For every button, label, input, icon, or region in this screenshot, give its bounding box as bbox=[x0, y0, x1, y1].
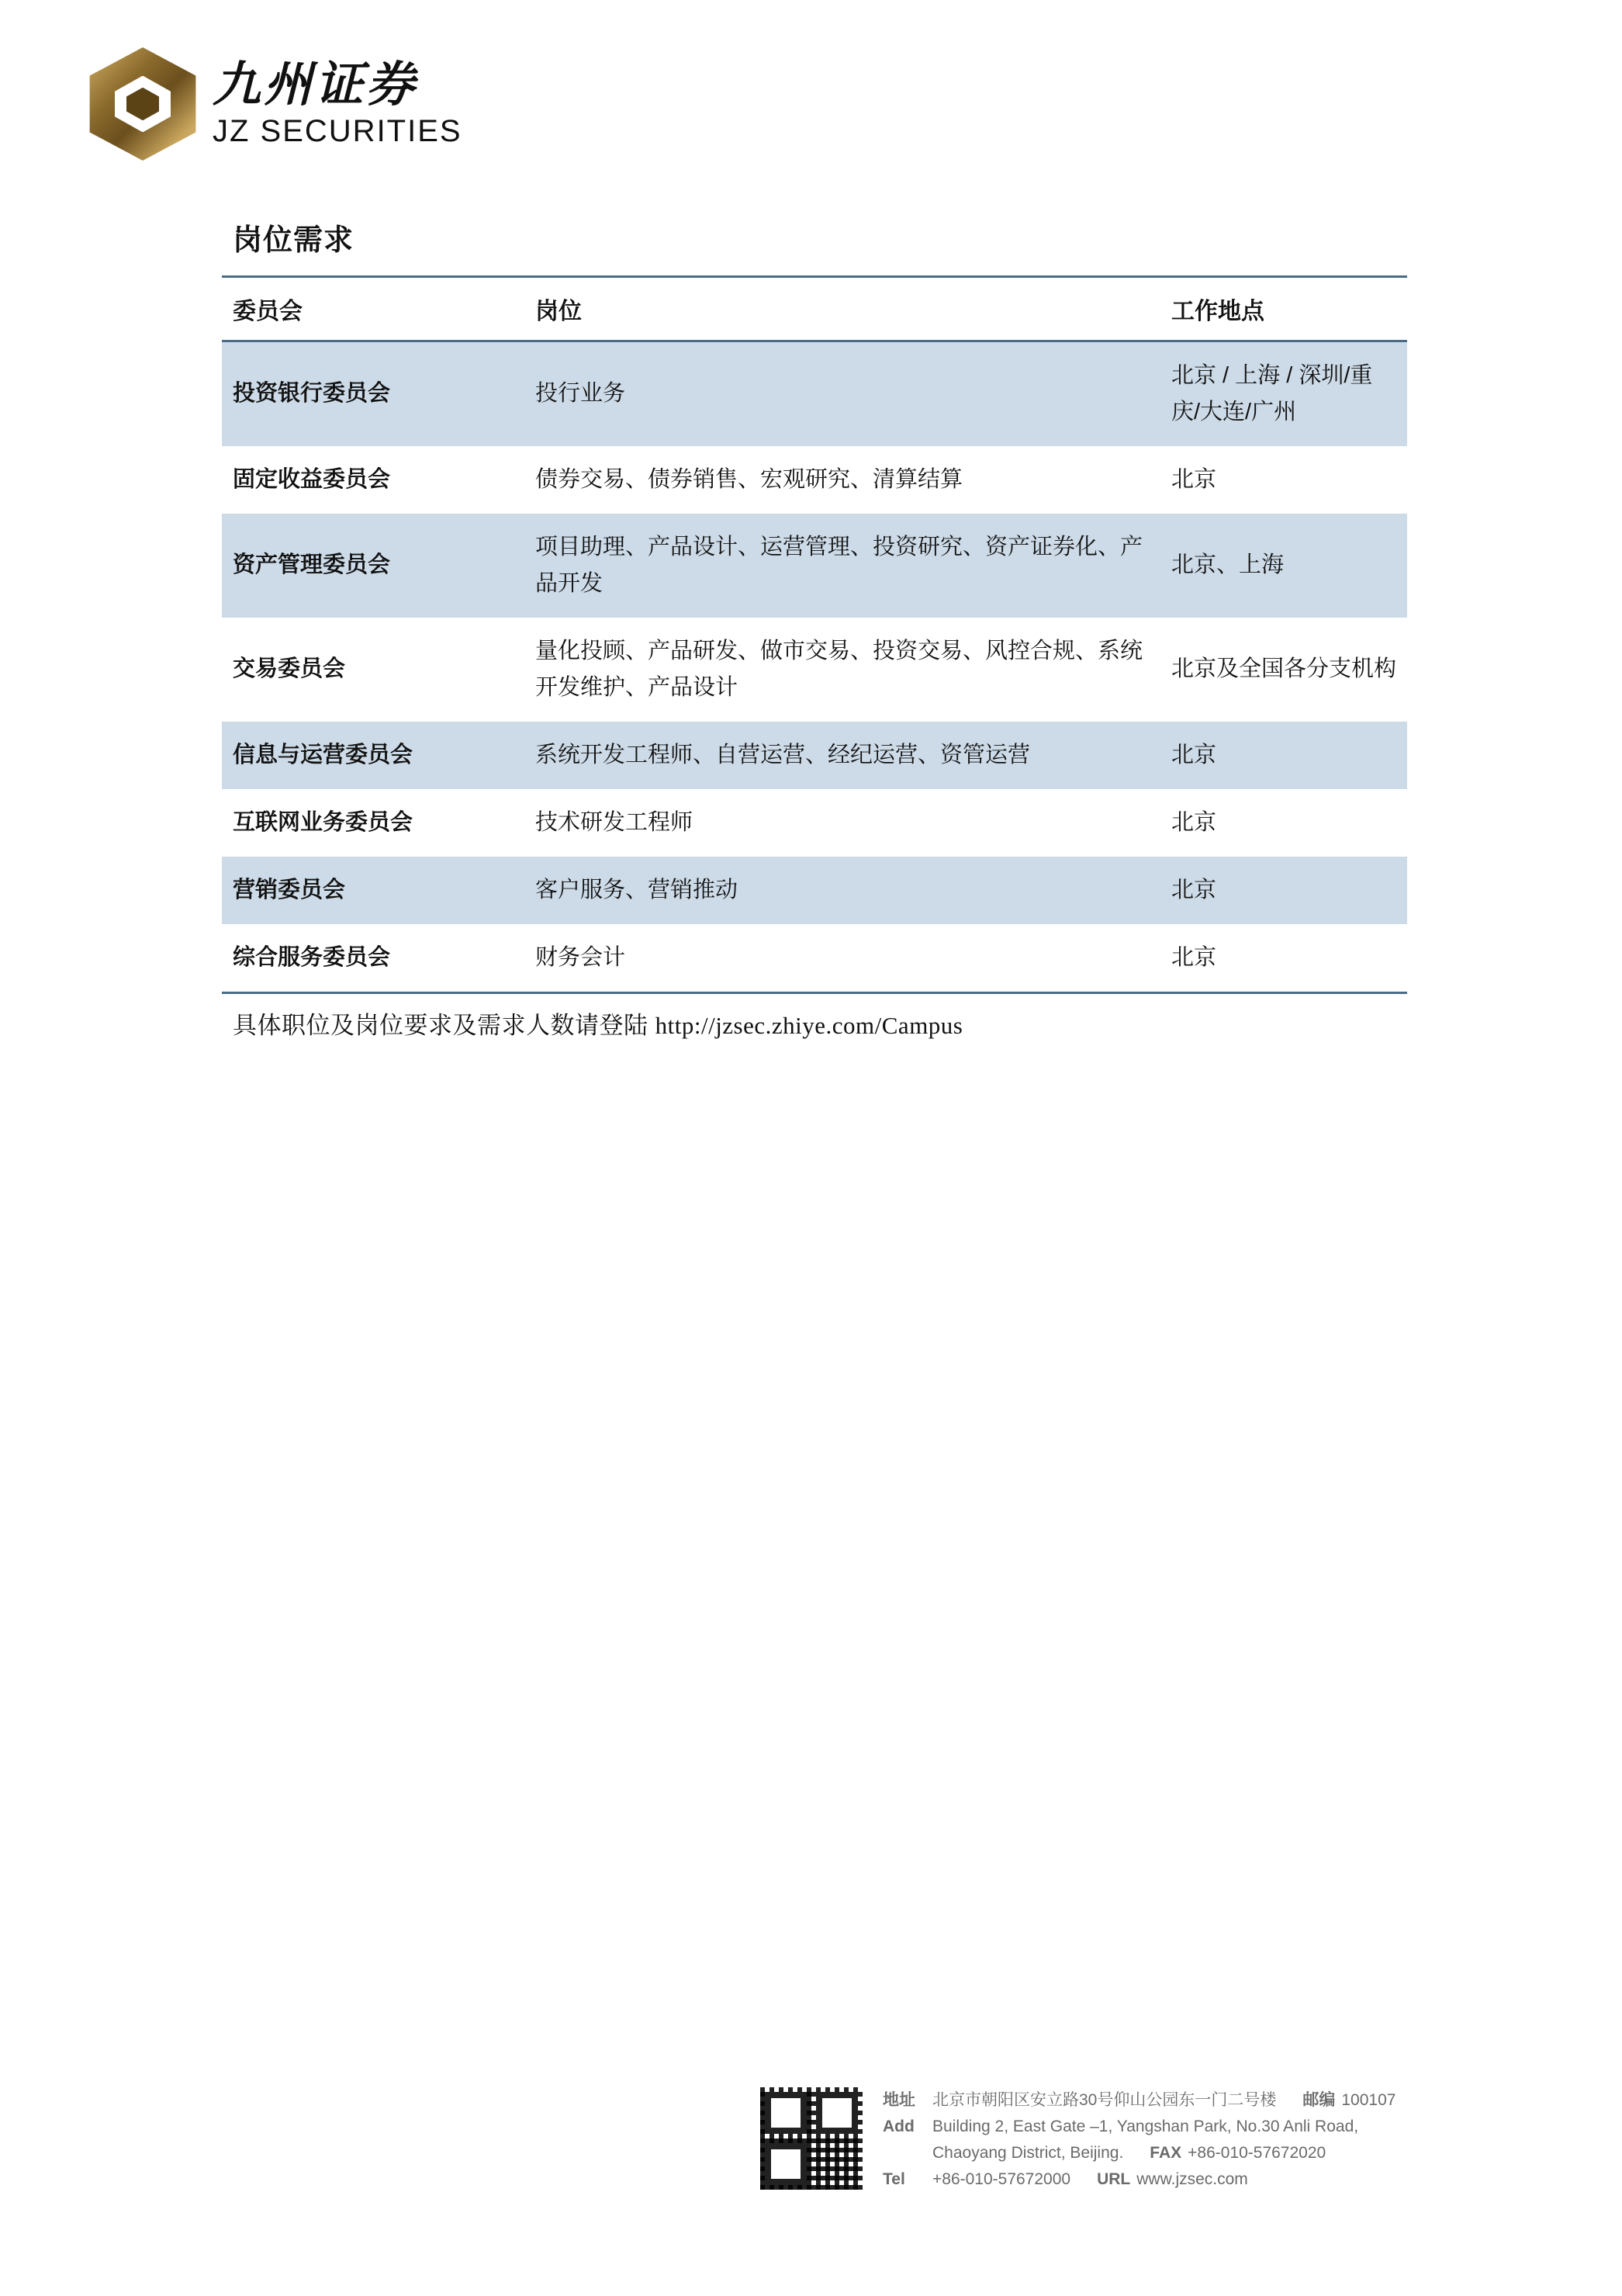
cell-committee: 固定收益委员会 bbox=[233, 466, 391, 492]
cell-location: 北京 bbox=[1160, 924, 1407, 992]
jobs-table bbox=[222, 275, 1407, 994]
zipcode-value: 100107 bbox=[1341, 2091, 1396, 2109]
address-en-value-line2: Chaoyang District, Beijing. bbox=[932, 2144, 1124, 2163]
column-header-position: 岗位 bbox=[524, 277, 1160, 341]
cell-committee: 投资银行委员会 bbox=[222, 341, 524, 446]
brand-text bbox=[213, 55, 462, 149]
address-en-row-1 bbox=[883, 2114, 1395, 2140]
cell-position: 债券交易、债券销售、宏观研究、清算结算 bbox=[535, 466, 963, 492]
column-header-location: 工作地点 bbox=[1160, 277, 1407, 341]
contact-details bbox=[883, 2087, 1395, 2193]
address-en-label: Add bbox=[883, 2118, 915, 2136]
apply-url[interactable]: http://jzsec.zhiye.com/Campus bbox=[655, 1012, 963, 1039]
cell-location: 北京 bbox=[1160, 722, 1407, 789]
hexagon-logo-icon bbox=[84, 45, 202, 163]
table-body bbox=[222, 341, 1407, 993]
apply-note bbox=[233, 1006, 963, 1041]
cell-position: 技术研发工程师 bbox=[535, 809, 693, 835]
fax-label: FAX bbox=[1150, 2144, 1182, 2163]
apply-note-text: 具体职位及岗位要求及需求人数请登陆 bbox=[233, 1012, 655, 1039]
table-header-row bbox=[222, 277, 1407, 341]
page-title: 岗位需求 bbox=[233, 224, 354, 257]
tel-label: Tel bbox=[883, 2170, 905, 2189]
address-en-value-line1: Building 2, East Gate –1, Yangshan Park, No.30 Anli Road, bbox=[932, 2118, 1359, 2136]
cell-committee: 交易委员会 bbox=[233, 656, 346, 682]
address-cn-value: 北京市朝阳区安立路30号仰山公园东一门二号楼 bbox=[932, 2091, 1277, 2109]
cell-committee: 营销委员会 bbox=[222, 857, 524, 924]
cell-position: 项目助理、产品设计、运营管理、投资研究、资产证券化、产品开发 bbox=[524, 514, 1160, 618]
column-header-committee: 委员会 bbox=[222, 277, 524, 341]
brand-header bbox=[84, 45, 462, 163]
cell-location: 北京 / 上海 / 深圳/重庆/大连/广州 bbox=[1160, 341, 1407, 446]
cell-position: 客户服务、营销推动 bbox=[524, 857, 1160, 924]
table-row bbox=[222, 857, 1407, 924]
cell-location: 北京、上海 bbox=[1160, 514, 1407, 618]
cell-committee: 综合服务委员会 bbox=[222, 924, 524, 992]
tel-value: +86-010-57672000 bbox=[932, 2170, 1071, 2189]
url-label: URL bbox=[1097, 2170, 1131, 2189]
brand-name-en: JZ SECURITIES bbox=[213, 114, 462, 149]
cell-committee: 资产管理委员会 bbox=[222, 514, 524, 618]
address-cn-row bbox=[883, 2087, 1395, 2114]
tel-row bbox=[883, 2166, 1395, 2193]
cell-position: 系统开发工程师、自营运营、经纪运营、资管运营 bbox=[524, 722, 1160, 789]
table-row bbox=[222, 618, 1407, 722]
table-row bbox=[222, 789, 1407, 857]
fax-value: +86-010-57672020 bbox=[1188, 2144, 1326, 2163]
cell-location: 北京 bbox=[1171, 809, 1217, 835]
cell-committee: 信息与运营委员会 bbox=[222, 722, 524, 789]
footer-contact bbox=[760, 2087, 1395, 2193]
cell-committee: 互联网业务委员会 bbox=[233, 809, 413, 835]
cell-location: 北京 bbox=[1160, 857, 1407, 924]
cell-location: 北京及全国各分支机构 bbox=[1171, 656, 1397, 682]
brand-name-cn: 九州证券 bbox=[213, 55, 418, 113]
cell-position: 量化投顾、产品研发、做市交易、投资交易、风控合规、系统开发维护、产品设计 bbox=[535, 638, 1143, 700]
table-row bbox=[222, 341, 1407, 446]
table-row bbox=[222, 722, 1407, 789]
address-cn-label: 地址 bbox=[883, 2091, 915, 2109]
zipcode-label: 邮编 bbox=[1302, 2091, 1336, 2109]
table-row bbox=[222, 924, 1407, 992]
table-row bbox=[222, 514, 1407, 618]
cell-location: 北京 bbox=[1171, 466, 1217, 492]
address-en-row-2 bbox=[883, 2140, 1395, 2166]
table-row bbox=[222, 446, 1407, 514]
jobs-table-container bbox=[222, 275, 1407, 994]
qr-code-icon bbox=[760, 2087, 863, 2190]
url-value[interactable]: www.jzsec.com bbox=[1136, 2170, 1248, 2189]
cell-position: 财务会计 bbox=[524, 924, 1160, 992]
cell-position: 投行业务 bbox=[524, 341, 1160, 446]
